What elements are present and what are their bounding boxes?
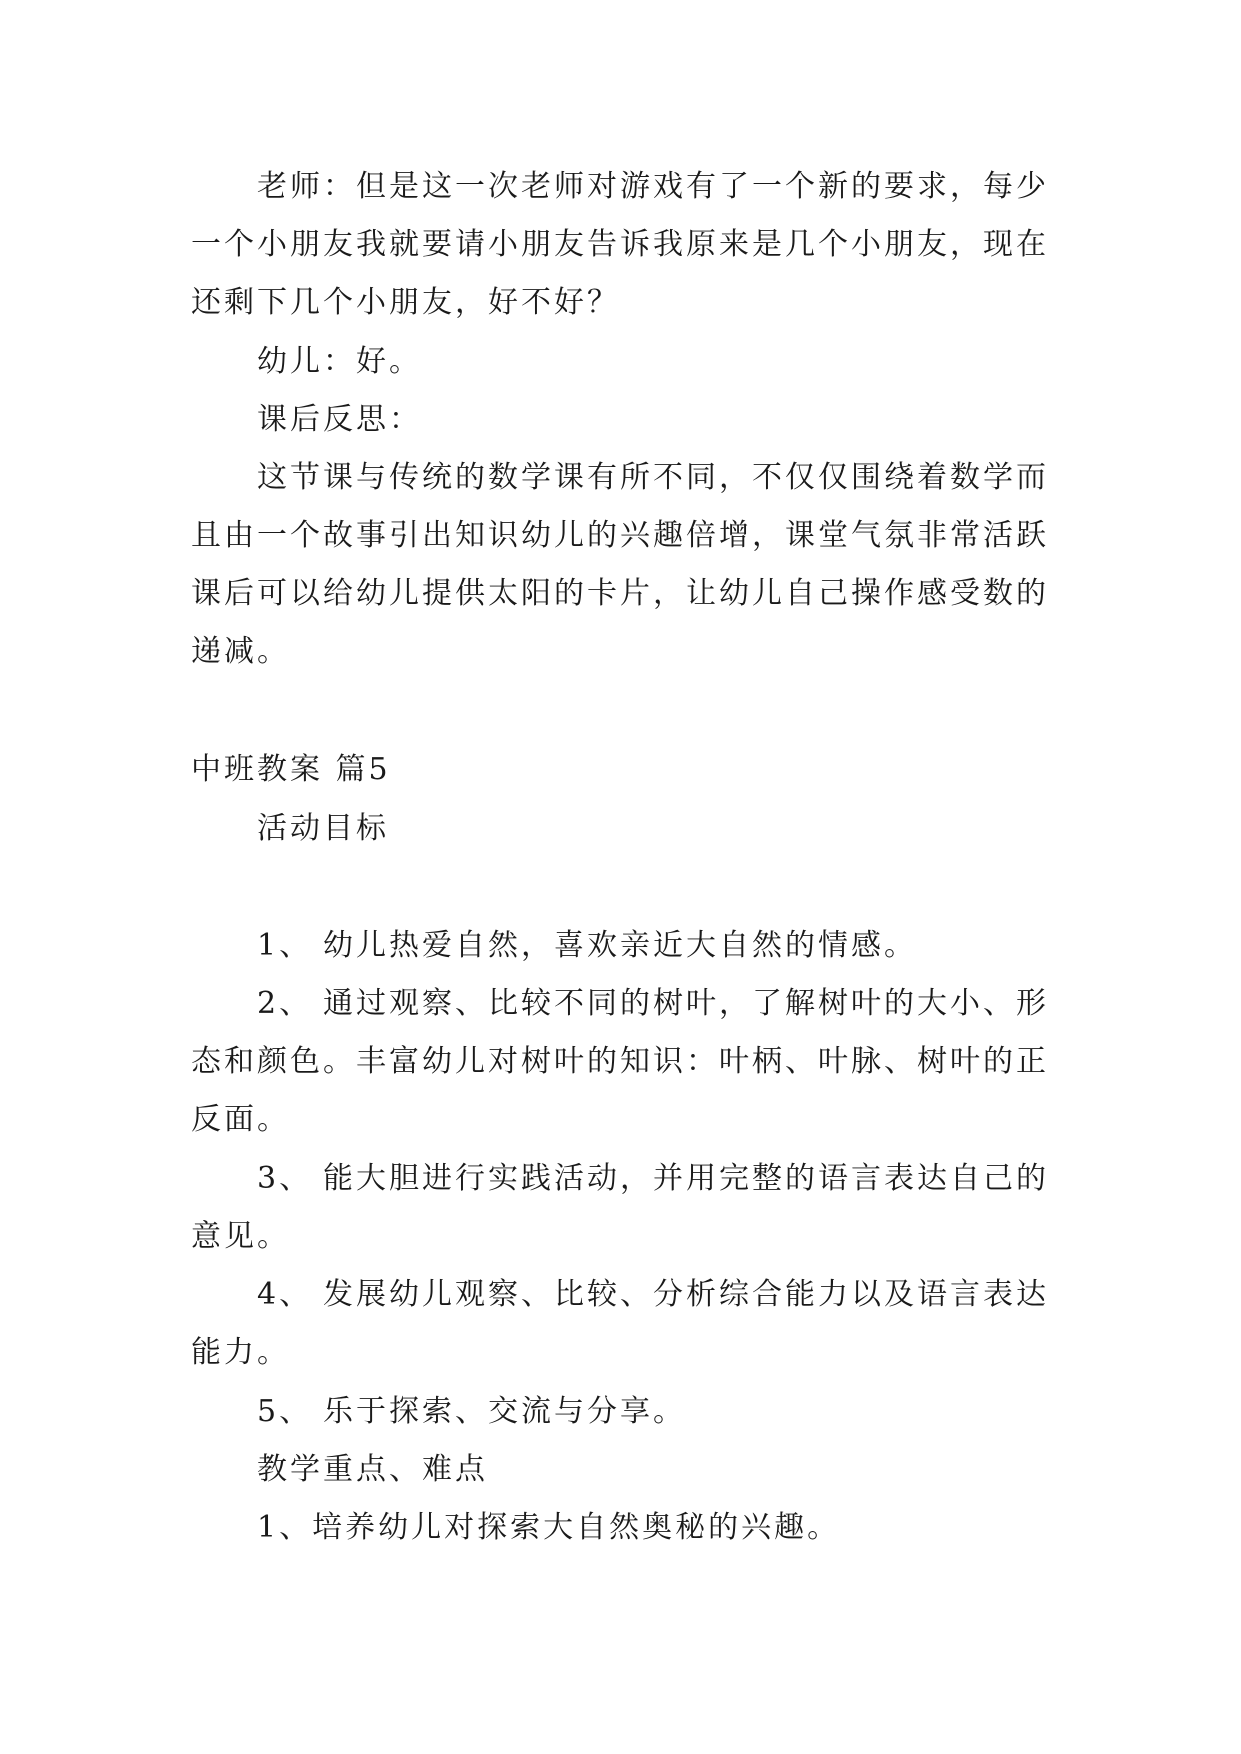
goal-text: 乐于探索、交流与分享。: [323, 1394, 686, 1429]
goal-text: 发展幼儿观察、比较、分析综合能力以及语言表达能力。: [191, 1277, 1049, 1370]
goal-item: [191, 1266, 1061, 1382]
goal-item: [191, 1150, 1061, 1266]
goal-item: [191, 917, 1061, 975]
child-dialogue: 幼儿：好。: [257, 344, 422, 379]
goal-number: 4、: [257, 1277, 313, 1312]
goal-number: 2、: [257, 986, 313, 1021]
goal-item: [191, 975, 1061, 1149]
goal-text: 通过观察、比较不同的树叶，了解树叶的大小、形态和颜色。丰富幼儿对树叶的知识：叶柄、叶脉、树叶的正反面。: [191, 986, 1049, 1137]
goal-number: 3、: [257, 1161, 313, 1196]
goal-text: 能大胆进行实践活动，并用完整的语言表达自己的意见。: [191, 1161, 1049, 1254]
goal-number: 1、: [257, 928, 313, 963]
teacher-dialogue: 老师：但是这一次老师对游戏有了一个新的要求，每少一个小朋友我就要请小朋友告诉我原来是几个小朋友，现在还剩下几个小朋友，好不好？: [191, 169, 1049, 320]
goal-number: 5、: [257, 1394, 313, 1429]
key-points-heading: 教学重点、难点: [257, 1452, 488, 1487]
section-title: 中班教案 篇5: [191, 752, 391, 787]
goal-item: [191, 1383, 1061, 1441]
reflection-paragraph: 这节课与传统的数学课有所不同，不仅仅围绕着数学而且由一个故事引出知识幼儿的兴趣倍增，课堂气氛非常活跃课后可以给幼儿提供太阳的卡片，让幼儿自己操作感受数的递减。: [191, 460, 1049, 669]
reflection-heading: 课后反思：: [257, 402, 422, 437]
goal-text: 幼儿热爱自然，喜欢亲近大自然的情感。: [323, 928, 917, 963]
key-point-item: 1、培养幼儿对探索大自然奥秘的兴趣。: [257, 1510, 841, 1545]
goals-heading: 活动目标: [257, 811, 389, 846]
